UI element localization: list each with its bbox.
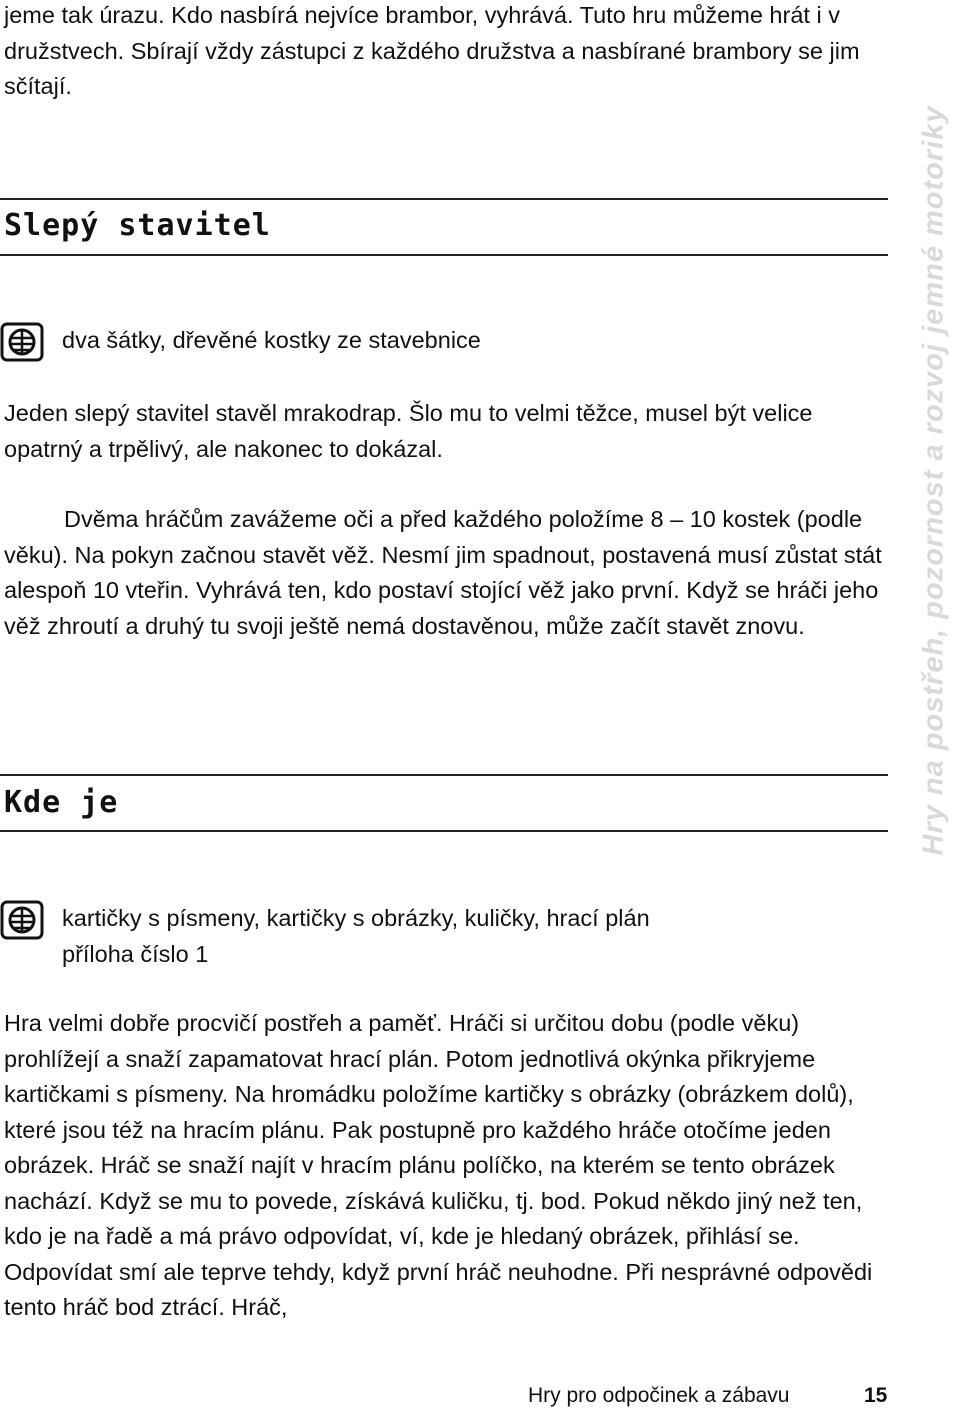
materials-basket-icon bbox=[0, 322, 44, 362]
materials-row bbox=[0, 900, 888, 972]
footer-book-title: Hry pro odpočinek a zábavu bbox=[528, 1384, 790, 1407]
materials-line: příloha číslo 1 bbox=[62, 941, 209, 967]
materials-text: dva šátky, dřevěné kostky ze stavebnice bbox=[62, 327, 481, 353]
intro-paragraph: jeme tak úrazu. Kdo nasbírá nejvíce brambor, vyhrává. Tuto hru můžeme hrát i v družstvech. Sbírají vždy zástupci z každého družstva a nasbírané brambory se jim sčítají. bbox=[4, 2, 860, 99]
side-title bbox=[908, 0, 960, 960]
story-paragraph: Jeden slepý stavitel stavěl mrakodrap. Šlo mu to velmi těžce, musel být velice opatrný a trpělivý, ale nakonec to dokázal. bbox=[4, 400, 813, 462]
materials-line: kartičky s písmeny, kartičky s obrázky, kuličky, hrací plán bbox=[62, 905, 650, 931]
materials-basket-icon bbox=[0, 900, 44, 940]
divider-bottom bbox=[0, 830, 888, 832]
side-title-text: Hry na postřeh, pozornost a rozvoj jemné motoriky bbox=[917, 105, 950, 855]
materials-row bbox=[0, 322, 888, 362]
section-title-slepy-stavitel: Slepý stavitel bbox=[4, 208, 271, 243]
divider-top bbox=[0, 774, 888, 776]
rules-paragraph: Dvěma hráčům zavážeme oči a před každého položíme 8 – 10 kostek (podle věku). Na pokyn začnou stavět věž. Nesmí jim spadnout, postavená musí zůstat stát alespoň 10 vteřin. Vyhrává ten, kdo postaví stojící věž jako první. Když se hráči jeho věž zhroutí a druhý tu svoji ještě nemá dostavěnou, může začít stavět znovu. bbox=[4, 506, 882, 639]
divider-bottom bbox=[0, 254, 888, 256]
page-number: 15 bbox=[864, 1384, 888, 1407]
section-title-kde-je: Kde je bbox=[4, 785, 119, 820]
materials-text bbox=[62, 900, 650, 972]
game-paragraph: Hra velmi dobře procvičí postřeh a paměť. Hráči si určitou dobu (podle věku) prohlížejí a snaží zapamatovat hrací plán. Potom jednotlivá okýnka přikryjeme kartičkami s písmeny. Na hromádku položíme kartičky s obrázky (obrázkem dolů), které jsou též na hracím plánu. Pak postupně pro každého hráče otočíme jeden obrázek. Hráč se snaží najít v hracím plánu políčko, na kterém se tento obrázek nachází. Když se mu to povede, získává kuličku, tj. bod. Pokud někdo jiný než ten, kdo je na řadě a má právo odpovídat, ví, kde je hledaný obrázek, přihlásí se. Odpovídat smí ale teprve tehdy, když první hráč neuhodne. Při nesprávné odpovědi tento hráč bod ztrácí. Hráč, bbox=[4, 1010, 873, 1320]
divider-top bbox=[0, 198, 888, 200]
